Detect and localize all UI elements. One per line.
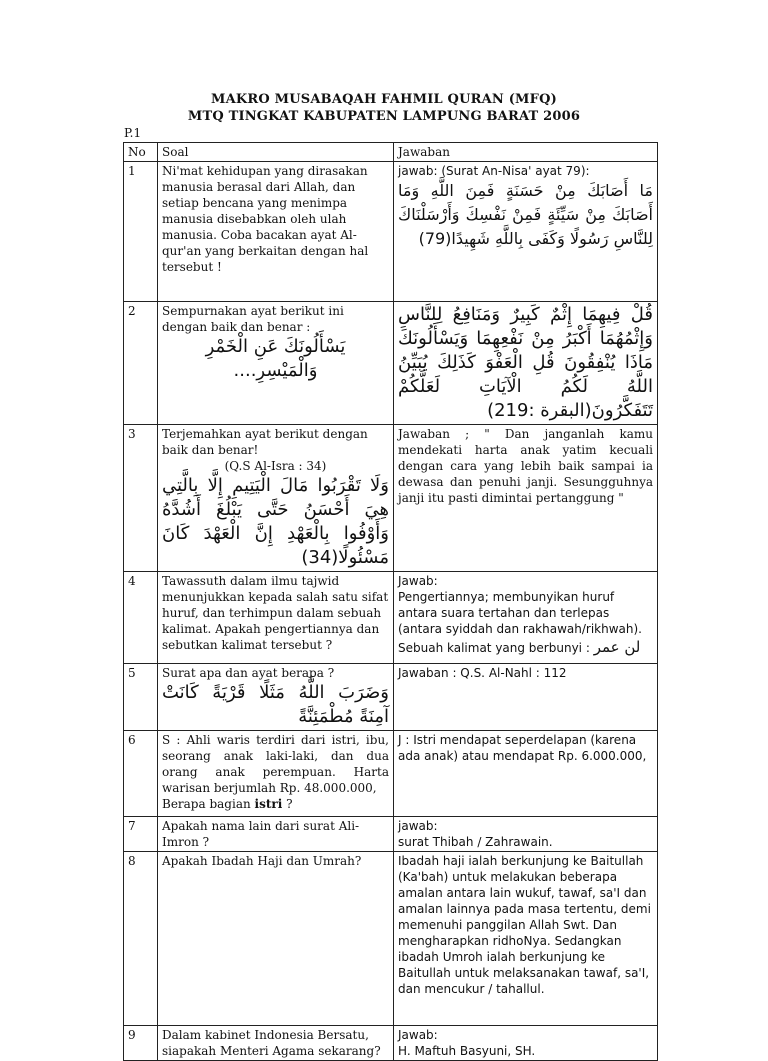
question-ask-emphasis: istri [254,797,283,811]
question-cell [158,302,394,425]
question-text: Apakah nama lain dari surat Ali-Imron ? [158,817,394,852]
question-text: Apakah Ibadah Haji dan Umrah? [158,852,394,1026]
answer-cell [394,302,658,425]
row-number: 5 [124,664,158,731]
header-no: No [124,143,158,162]
table-row [124,1026,658,1061]
answer-cell [394,1026,658,1061]
answer-arabic: مَا أَصَابَكَ مِنْ حَسَنَةٍ فَمِنَ اللَّهِ وَمَا أَصَابَكَ مِنْ سَيِّئَةٍ فَمِنْ نَفْسِكَ وَأَرْسَلْنَاكَ لِلنَّاسِ رَسُولًا وَكَفَى بِاللَّهِ شَهِيدًا(79) [398,181,653,248]
question-ask-end: ? [286,797,293,811]
row-number: 1 [124,162,158,302]
table-row [124,572,658,664]
answer-label: Jawab: [398,574,438,588]
question-arabic: وَلَا تَقْرَبُوا مَالَ الْيَتِيمِ إِلَّا بِالَّتِي هِيَ أَحْسَنُ حَتَّى يَبْلُغَ أَشُدَّهُ وَأَوْفُوا بِالْعَهْدِ إِنَّ الْعَهْدَ كَانَ مَسْئُولًا(34) [162,475,389,568]
table-row [124,731,658,817]
answer-sentence-label: Sebuah kalimat yang berbunyi : [398,641,590,655]
question-ask-text: Berapa bagian [162,797,251,811]
answer-cell [394,572,658,664]
table-row [124,664,658,731]
answer-text: Ibadah haji ialah berkunjung ke Baitullah (Ka'bah) untuk melakukan beberapa amalan antara lain wukuf, tawaf, sa'I dan amalan lainnya pada masa tertentu, demi memenuhi panggilan Allah Swt. Dan mengharapkan ridhoNya. Sedangkan ibadah Umroh ialah berkunjung ke Baitullah untuk melaksanakan tawaf, sa'I, dan mencukur / tahallul. [394,852,658,1026]
question-text: Dalam kabinet Indonesia Bersatu, siapakah Menteri Agama sekarang? [158,1026,394,1061]
answer-sentence [398,639,653,656]
answer-text: J : Istri mendapat seperdelapan (karena ada anak) atau mendapat Rp. 6.000.000, [394,731,658,817]
answer-text: Jawaban ; " Dan janganlah kamu mendekati harta anak yatim kecuali dengan cara yang lebih baik sampai ia dewasa dan penuhi janji. Sesungguhnya janji itu pasti dimintai pertanggung " [394,425,658,572]
table-row [124,817,658,852]
document-subtitle: MTQ TINGKAT KABUPATEN LAMPUNG BARAT 2006 [187,109,581,124]
question-text: Tawassuth dalam ilmu tajwid menunjukkan kepada salah satu sifat huruf, dan terhimpun dalam sebuah kalimat. Apakah pengertiannya dan sebutkan kalimat tersebut ? [158,572,394,664]
answer-text: Jawaban : Q.S. Al-Nahl : 112 [394,664,658,731]
answer-sentence-arabic: لن عمر [593,638,641,656]
question-text: Terjemahkan ayat berikut dengan baik dan benar! [162,427,368,457]
question-text: Surat apa dan ayat berapa ? [162,666,335,680]
answer-label: jawab: [398,819,438,833]
answer-definition: Pengertiannya; membunyikan huruf antara suara tertahan dan terlepas (antara syiddah dan rakhawah/rikhwah). [398,590,642,636]
answer-arabic: قُلْ فِيهِمَا إِثْمٌ كَبِيرٌ وَمَنَافِعُ لِلنَّاسِ وَإِثْمُهُمَا أَكْبَرُ مِنْ نَفْعِهِمَا وَيَسْأَلُونَكَ مَاذَا يُنْفِقُونَ قُلِ الْعَفْوَ كَذَلِكَ يُبَيِّنُ اللَّهُ لَكُمُ الْآيَاتِ لَعَلَّكُمْ تَتَفَكَّرُونَ(البقرة :219) [398,304,653,421]
table-row [124,302,658,425]
row-number: 9 [124,1026,158,1061]
question-arabic: وَضَرَبَ اللَّهُ مَثَلًا قَرْيَةً كَانَتْ آمِنَةً مُطْمَئِنَّةً [162,682,389,727]
question-text: Sempurnakan ayat berikut ini dengan baik dan benar : [162,304,344,334]
row-number: 3 [124,425,158,572]
row-number: 8 [124,852,158,1026]
question-text: Ni'mat kehidupan yang dirasakan manusia berasal dari Allah, dan setiap bencana yang menimpa manusia disebabkan oleh ulah manusia. Coba bacakan ayat Al-qur'an yang berkaitan dengan hal tersebut ! [158,162,394,302]
question-reference: (Q.S Al-Isra : 34) [224,459,327,473]
answer-text: surat Thibah / Zahrawain. [398,835,553,849]
answer-cell [394,817,658,852]
answer-text: H. Maftuh Basyuni, SH. [398,1044,536,1058]
table-row [124,162,658,302]
question-table [123,142,658,1061]
header-soal: Soal [158,143,394,162]
question-ask [162,796,389,812]
question-cell [158,731,394,817]
table-row [124,852,658,1026]
row-number: 4 [124,572,158,664]
question-cell [158,425,394,572]
row-number: 6 [124,731,158,817]
page-label: P.1 [124,126,142,140]
question-arabic: يَسْأَلُونَكَ عَنِ الْخَمْرِ وَالْمَيْسِرِ.... [205,336,346,381]
question-text: S : Ahli waris terdiri dari istri, ibu, seorang anak laki-laki, dan dua orang anak perempuan. Harta warisan berjumlah Rp. 48.000.000, [162,733,389,795]
answer-label: Jawab: [398,1028,438,1042]
header-jawaban: Jawaban [394,143,658,162]
question-cell [158,664,394,731]
document-title: MAKRO MUSABAQAH FAHMIL QURAN (MFQ) [211,92,557,107]
answer-label: jawab: (Surat An-Nisa' ayat 79): [398,164,590,178]
table-row [124,425,658,572]
row-number: 2 [124,302,158,425]
table-header-row [124,143,658,162]
row-number: 7 [124,817,158,852]
answer-cell [394,162,658,302]
